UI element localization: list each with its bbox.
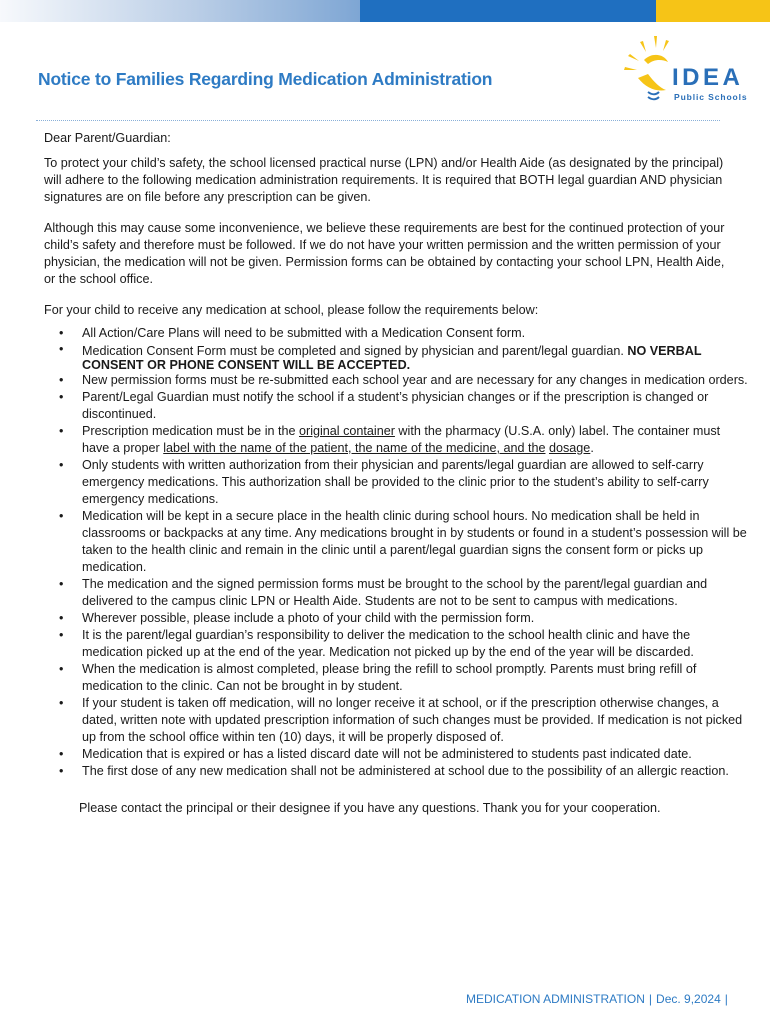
requirement-text: It is the parent/legal guardian’s responsibility to deliver the medication to the school health clinic and have the medication picked up at the end of the year. Medication not picked up by the end of the year will be discarded. [82,628,694,659]
paragraph-safety: To protect your child’s safety, the school licensed practical nurse (LPN) and/or Health Aide (as designated by the principal) will adhere to the following medication administration requirements. It is required that BOTH legal guardian AND physician signatures are on file before any prescription can be given. [44,156,724,204]
requirement-text: All Action/Care Plans will need to be submitted with a Medication Consent form. [82,326,526,340]
bullet-icon: • [59,628,64,642]
bullet-icon: • [59,662,64,676]
logo-subtitle: Public Schools [674,92,748,102]
top-bar-blue-segment [360,0,656,22]
page-title: Notice to Families Regarding Medication Administration [38,69,493,89]
requirement-text: Parent/Legal Guardian must notify the school if a student’s physician changes or if the prescription is changed or discontinued. [82,390,709,421]
list-item [44,695,750,746]
requirement-text: with the pharmacy (U.S.A. only) label. The container must have a proper [82,424,721,455]
bullet-icon: • [59,424,64,438]
footer-separator: | [724,992,728,1006]
requirements-list [44,325,750,780]
bullet-icon: • [59,326,64,340]
closing-statement: Please contact the principal or their designee if you have any questions. Thank you for your cooperation. [79,801,661,815]
requirement-text: Medication that is expired or has a listed discard date will not be administered to students past indicated date. [82,747,692,761]
requirement-text: When the medication is almost completed, please bring the refill to school promptly. Parents must bring refill of medication to the clinic. Can not be brought in by student. [82,662,697,693]
footer-separator: | [648,992,653,1006]
list-item [44,661,750,695]
logo-wordmark: IDEA [672,64,744,91]
requirement-text: Medication Consent Form must be completed and signed by physician and parent/legal guardian. [82,344,628,358]
list-item [44,576,750,610]
bullet-icon: • [59,342,64,356]
requirement-emphasis: NO VERBAL CONSENT OR PHONE CONSENT WILL BE ACCEPTED. [82,344,702,372]
greeting: Dear Parent/Guardian: [44,131,171,145]
bullet-icon: • [59,509,64,523]
header-divider [36,120,720,121]
top-bar-gradient-segment [0,0,360,22]
underlined-text: original container [299,424,395,438]
list-item [44,372,750,389]
requirement-text: If your student is taken off medication, will no longer receive it at school, or if the prescription otherwise changes, a dated, written note with updated prescription information of such changes must be provided. If medication is not picked up from the school office within ten (10) days, it will be properly disposed of. [82,696,743,744]
bullet-icon: • [59,577,64,591]
underlined-text: dosage [548,441,591,455]
bullet-icon: • [59,390,64,404]
list-item [44,342,750,372]
page-footer [466,992,732,1006]
bullet-icon: • [59,458,64,472]
bullet-icon: • [59,611,64,625]
requirement-text: Medication will be kept in a secure place in the health clinic during school hours. No medication shall be held in classrooms or backpacks at any time. Any medications brought in by students or found in a student’s possession will be taken to the health clinic and remain in the clinic until a parent/legal guardian signs the consent form or picks up medication. [82,509,747,574]
bullet-icon: • [59,373,64,387]
bullet-icon: • [59,696,64,710]
bullet-icon: • [59,764,64,778]
list-item [44,763,750,780]
paragraph-inconvenience: Although this may cause some inconvenience, we believe these requirements are best for the continued protection of your child’s safety and therefore must be followed. If we do not have your written permission and the written permission of your physician, the medication will not be given. Permission forms can be obtained by contacting your school LPN, Health Aide, or the school office. [44,221,725,286]
list-item [44,423,750,457]
requirement-text: Wherever possible, please include a photo of your child with the permission form. [82,611,535,625]
footer-date: Dec. 9,2024 [656,992,721,1006]
list-item [44,746,750,763]
requirement-text: . [590,441,594,455]
list-item [44,457,750,508]
requirement-text: Only students with written authorization from their physician and parents/legal guardian are allowed to self-carry emergency medications. This authorization shall be provided to the clinic prior to the student’s ability to self-carry emergency medications. [82,458,709,506]
requirement-text: New permission forms must be re-submitted each school year and are necessary for any changes in medication orders. [82,373,748,387]
requirements-intro: For your child to receive any medication at school, please follow the requirements below: [44,303,539,317]
list-item [44,389,750,423]
bullet-icon: • [59,747,64,761]
letter-body [44,130,750,817]
list-item [44,627,750,661]
list-item [44,610,750,627]
list-item [44,508,750,576]
top-color-bar [0,0,770,22]
requirement-text: The medication and the signed permission forms must be brought to the school by the parent/legal guardian and delivered to the campus clinic LPN or Health Aide. Students are not to be sent to campus with medications. [82,577,708,608]
footer-label: MEDICATION ADMINISTRATION [466,992,645,1006]
requirement-text: Prescription medication must be in the [82,424,299,438]
requirement-text: The first dose of any new medication shall not be administered at school due to the possibility of an allergic reaction. [82,764,729,778]
underlined-text: label with the name of the patient, the name of the medicine, and the [163,441,546,455]
list-item [44,325,750,342]
top-bar-yellow-segment [656,0,770,22]
